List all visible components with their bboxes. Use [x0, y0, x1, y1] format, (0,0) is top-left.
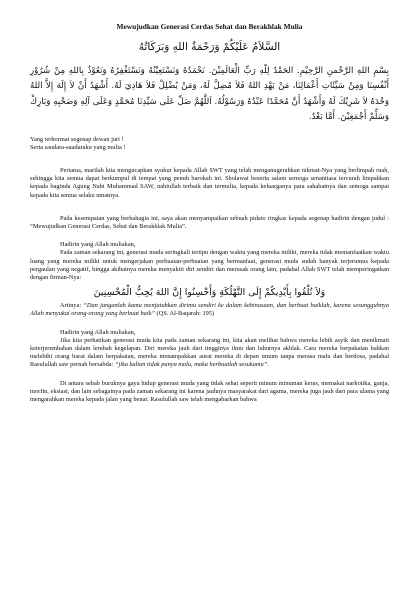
translation-reference: (QS. Al-Baqarah: 195)	[154, 310, 215, 318]
paragraph-introduction: Pada kesempatan yang berbahagia ini, saya akan menyampaikan sebuah pidato ringkas kepada segenap hadirin dengan judul : “Mewujudkan Generasi Cerdas, Sehat dan Berakhlak Mulia”.	[30, 214, 389, 231]
paragraph-youth-observation	[30, 337, 389, 370]
translation-label: Artinya:	[60, 302, 84, 310]
verse-translation	[30, 302, 389, 318]
paragraph-youth-condition: Pada zaman sekarang ini, generasi muda seringkali tertipu dengan waktu yang mereka miliki, mereka tidak memanfaatkan waktu luang yang mereka miliki untuk mengerjakan perbuatan-perbuatan yang bermanfaat, generasi muda sudah banyak terjerumus kepada pergaulan yang negatif, hingga akibatnya mereka menyakiti diri sendiri dan merusak orang lain, padahal Allah SWT telah memperingatkan dengan firman-Nya:	[30, 249, 389, 282]
document-title: Mewujudkan Generasi Cerdas Sehat dan Berakhlak Mulia	[116, 22, 303, 31]
translation-text: “Dan janganlah kamu menjatuhkan dirimu sendiri ke dalam kebinasaan, dan berbuat baiklah, karena sesungguhnya Allah menyukai orang-orang yang berbuat baik”	[30, 302, 389, 318]
paragraph-lifestyle-causes: Di antara sebab buruknya gaya hidup generasi muda yang tidak sehat seperti minum minuman keras, memakai narkotika, ganja, morfin, ekstasi, dan lain sebagainya pada zaman sekarang ini karena jauhnya masyarakat dari agama, mereka juga jauh dari para ulama yang mengarahkan mereka kepada jalan yang benar. Rasulullah saw telah mengabarkan bahwa	[30, 379, 389, 404]
paragraph-gratitude: Pertama, marilah kita mengucapkan syukur kepada Allah SWT yang telah menganugerahkan nikmat-Nya yang berlimpah ruah, sehingga kita semua dapat berkumpul di tempat yang penuh barokah ini. Sholawat beserta salam semoga senantiasa tercurah limpahkan kepada baginda Agung Nabi Muhammad SAW, nabiullah terbaik dan termulia, kepada keluarganya para sahabatnya dan semoga sampai kepada kita semua selaku umatnya.	[30, 167, 389, 199]
quran-verse: وَلاَ تُلْقُوا بِأَيْدِيكُمْ إِلَى التَّهْلُكَةِ وَأَحْسِنُوا إِنَّ اللهَ يُحِبُّ الْمُحْسِنِينَ	[93, 287, 326, 299]
address-line-2: Hadirin yang Allah muliakan,	[60, 328, 136, 336]
salam-greeting: السَّلاَمُ عَلَيْكُمْ وَرَحْمَةُ اللهِ وَبَرَكَاتُهُ	[138, 41, 281, 53]
opening-arabic-text: بِسْمِ اللهِ الرَّحْمنِ الرَّحِيْمِ. الحَمْدُ لِلّهِ رَبِّ الْعَالَمِيْنَ. نَحْمَدُهُ وَنَسْتَعِيْنُهُ وَنَسْتَغْفِرُهُ وَنَعُوْذُ بِاللهِ مِنْ شُرُوْرِ أَنْفُسِنَا وَمِنْ سَيِّئَاتِ أَعْمَالِنَا، مَنْ يَهْدِ اللهُ فَلاَ مُضِلَّ لَهُ، وَمَنْ يُضْلِلْ فَلاَ هَادِيَ لَهُ. أَشْهَدُ أَنْ لاَ إِلَهَ إِلاَّ اللهُ وَحْدَهُ لاَ شَرِيْكَ لَهُ وَأَشْهَدُ أَنَّ مُحَمَّدًا عَبْدُهُ وَرَسُوْلُهُ. اَللَّهُمَّ صَلِّ عَلَى سَيِّدِنَا مُحَمَّدٍ وَعَلَى آلِهِ وَصَحْبِهِ وَبَارِكْ وَسَلِّمْ أَجْمَعِيْنَ. أَمَّا بَعْدُ.	[30, 66, 389, 123]
paragraph-end-mark: .	[267, 361, 269, 369]
address-line-1: Hadirin yang Allah muliakan,	[60, 241, 136, 249]
greeting-line-1: Yang terhormat segenap dewan juri !	[30, 135, 124, 143]
greeting-line-2: Serta saudara-saudaraku yang mulia !	[30, 143, 126, 151]
paragraph-youth-observation-text: Jika kita perhatikan generasi muda kita pada zaman sekarang ini, kita akan melihat bahwa mereka lebih asyik dan menikmati keterjerembaban dalam lembah kegelapan. Diri mereka jauh dari tingginya ilmu dan luhurnya akhlak. Cara mereka berpakaian bahkan melebihi orang barat dalam berpakaian, mereka menampakkan aurat mereka di depan umum tanpa merasa malu dan berdosa, padahal Rasulullah saw pernah bersabda:	[30, 336, 389, 369]
hadith-quote: “jika kalian tidak punya malu, maka berbuatlah sesukamu”	[114, 361, 268, 369]
